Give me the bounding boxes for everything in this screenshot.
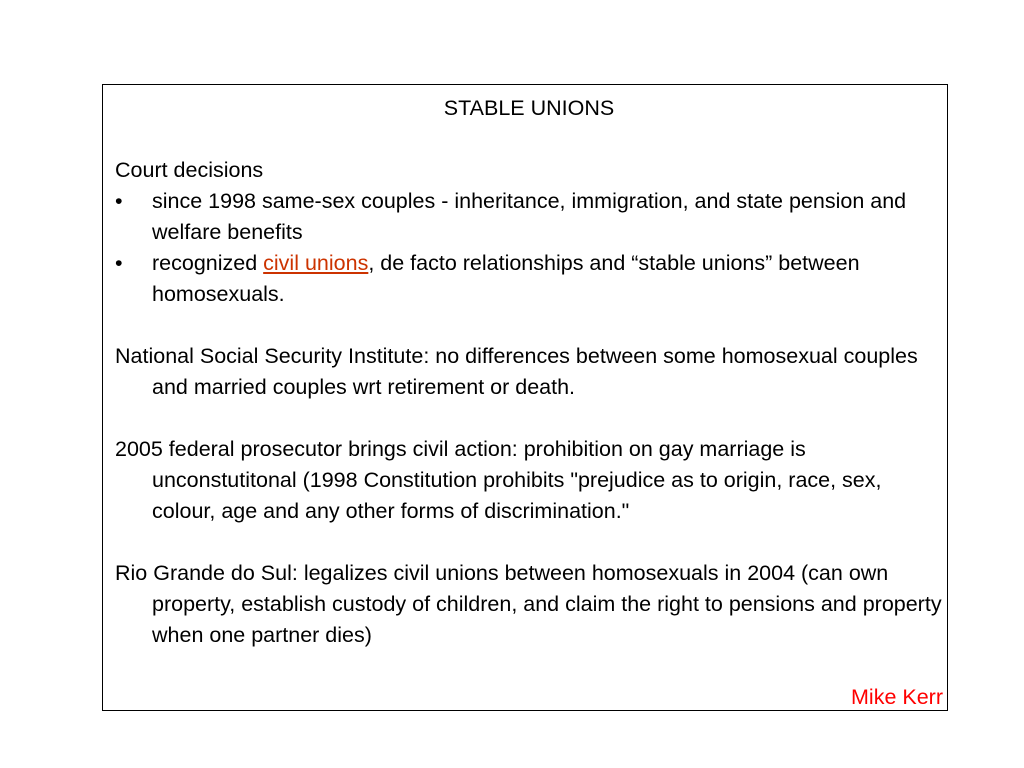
bullet-marker: • bbox=[115, 189, 123, 213]
spacer bbox=[115, 527, 943, 558]
bullet-text: since 1998 same-sex couples - inheritance, immigration, and state pension and welfare benefits bbox=[152, 189, 907, 244]
spacer bbox=[115, 651, 943, 682]
spacer bbox=[115, 403, 943, 434]
prosecutor-paragraph: 2005 federal prosecutor brings civil action: prohibition on gay marriage is unconstutitonal (1998 Constitution prohibits "prejudice as to origin, race, sex, colour, age and any other forms of discrimination." bbox=[115, 437, 882, 523]
slide-title: STABLE UNIONS bbox=[443, 96, 615, 120]
rio-grande-paragraph: Rio Grande do Sul: legalizes civil unions between homosexuals in 2004 (can own property, establish custody of children, and claim the right to pensions and property when one partner dies) bbox=[115, 561, 942, 647]
civil-unions-link[interactable]: civil unions bbox=[263, 251, 369, 275]
spacer bbox=[115, 310, 943, 341]
author-credit: Mike Kerr bbox=[851, 685, 943, 709]
bullet-item-recognized bbox=[115, 248, 943, 310]
spacer bbox=[115, 124, 943, 155]
nssi-paragraph: National Social Security Institute: no differences between some homosexual couples and married couples wrt retirement or death. bbox=[115, 344, 918, 399]
bullet-item-inheritance bbox=[115, 186, 943, 248]
slide-frame bbox=[102, 84, 948, 711]
bullet-text-suffix: , de facto relationships and “stable unions” between homosexuals. bbox=[152, 251, 860, 306]
bullet-marker: • bbox=[115, 251, 123, 275]
bullet-text-prefix: recognized bbox=[152, 251, 264, 275]
slide-content bbox=[115, 93, 943, 713]
court-decisions-heading: Court decisions bbox=[115, 158, 264, 182]
